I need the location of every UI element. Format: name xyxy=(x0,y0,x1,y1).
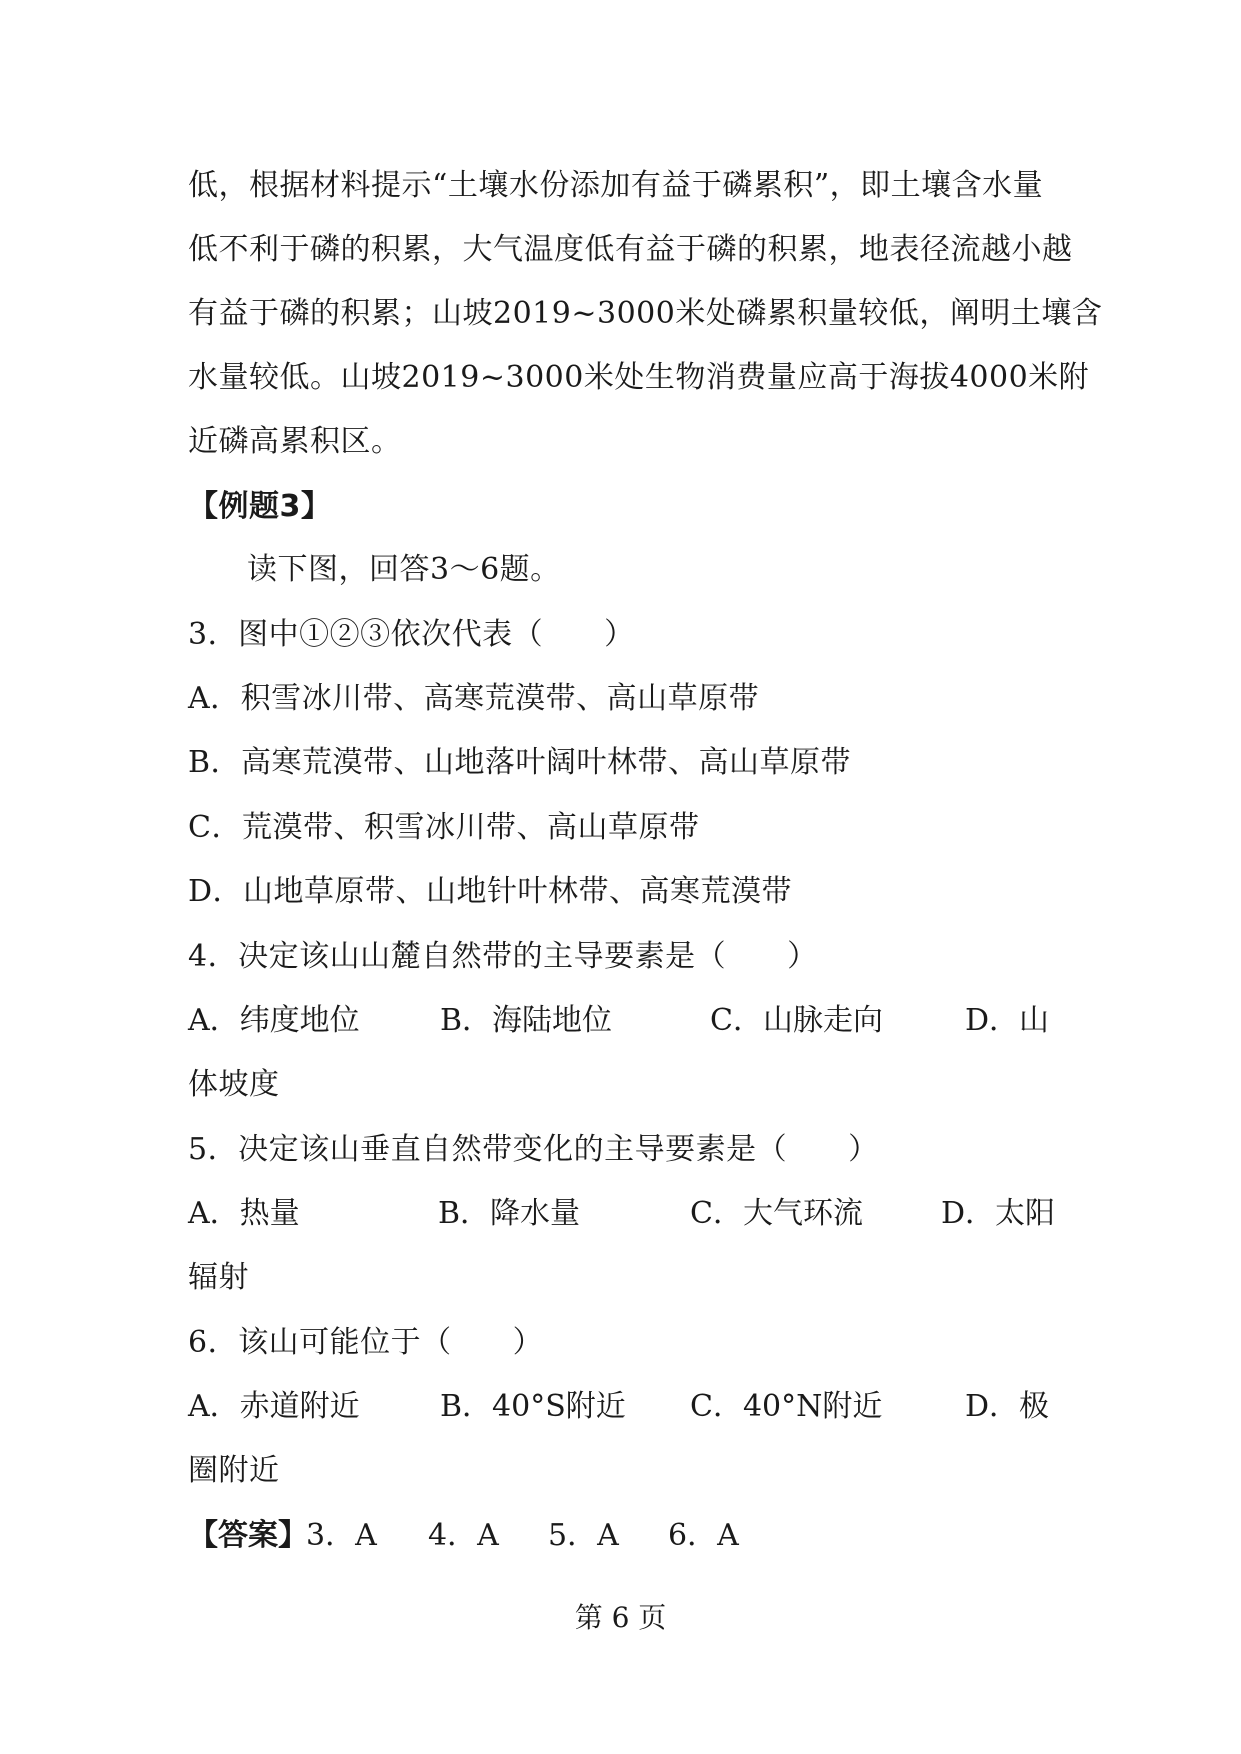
answer-item: 4．A xyxy=(428,1518,499,1553)
question-5-option-c: C．大气环流 xyxy=(690,1196,863,1231)
question-4-stem: 4．决定该山山麓自然带的主导要素是（ ） xyxy=(188,939,818,974)
question-4-option-c: C．山脉走向 xyxy=(710,1003,883,1038)
intro-text: 读下图，回答3～6题。 xyxy=(247,552,561,587)
question-6-option-d: D．极 xyxy=(965,1389,1050,1424)
question-5-option-d: D．太阳 xyxy=(941,1196,1056,1231)
answer-item: 6．A xyxy=(668,1518,739,1553)
answer-item: 5．A xyxy=(548,1518,619,1553)
example-heading: 【例题3】 xyxy=(188,489,332,524)
paragraph-line: 低，根据材料提示“土壤水份添加有益于磷累积”，即土壤含水量 xyxy=(188,168,1044,203)
question-6-option-b: B．40°S附近 xyxy=(440,1389,626,1424)
question-5-option-b: B．降水量 xyxy=(438,1196,581,1231)
paragraph-line: 水量较低。山坡2019~3000米处生物消费量应高于海拔4000米附 xyxy=(188,360,1090,395)
paragraph-line: 近磷高累积区。 xyxy=(188,424,402,459)
question-6-stem: 6．该山可能位于（ ） xyxy=(188,1325,544,1360)
answer-label: 【答案】 xyxy=(188,1518,308,1553)
question-4-option-d: D．山 xyxy=(965,1003,1050,1038)
paragraph-line: 低不利于磷的积累，大气温度低有益于磷的积累，地表径流越小越 xyxy=(188,232,1073,267)
paragraph-line: 有益于磷的积累；山坡2019~3000米处磷累积量较低，阐明土壤含 xyxy=(188,296,1103,331)
question-5-option-a: A．热量 xyxy=(188,1196,300,1231)
question-6-option-a: A．赤道附近 xyxy=(188,1389,360,1424)
question-3-option-b: B．高寒荒漠带、山地落叶阔叶林带、高山草原带 xyxy=(188,745,852,780)
question-6-option-c: C．40°N附近 xyxy=(690,1389,883,1424)
question-4-option-b: B．海陆地位 xyxy=(440,1003,613,1038)
question-4-wrap: 体坡度 xyxy=(188,1067,280,1102)
question-5-stem: 5．决定该山垂直自然带变化的主导要素是（ ） xyxy=(188,1132,879,1167)
question-3-option-a: A．积雪冰川带、高寒荒漠带、高山草原带 xyxy=(188,681,760,716)
question-5-wrap: 辐射 xyxy=(188,1260,249,1295)
page-number: 第 6 页 xyxy=(574,1601,667,1634)
question-3-stem: 3．图中①②③依次代表（ ） xyxy=(188,617,635,652)
answer-item: 3．A xyxy=(306,1518,377,1553)
question-4-option-a: A．纬度地位 xyxy=(188,1003,360,1038)
question-3-option-c: C．荒漠带、积雪冰川带、高山草原带 xyxy=(188,810,700,845)
question-6-wrap: 圈附近 xyxy=(188,1453,280,1488)
question-3-option-d: D．山地草原带、山地针叶林带、高寒荒漠带 xyxy=(188,874,793,909)
